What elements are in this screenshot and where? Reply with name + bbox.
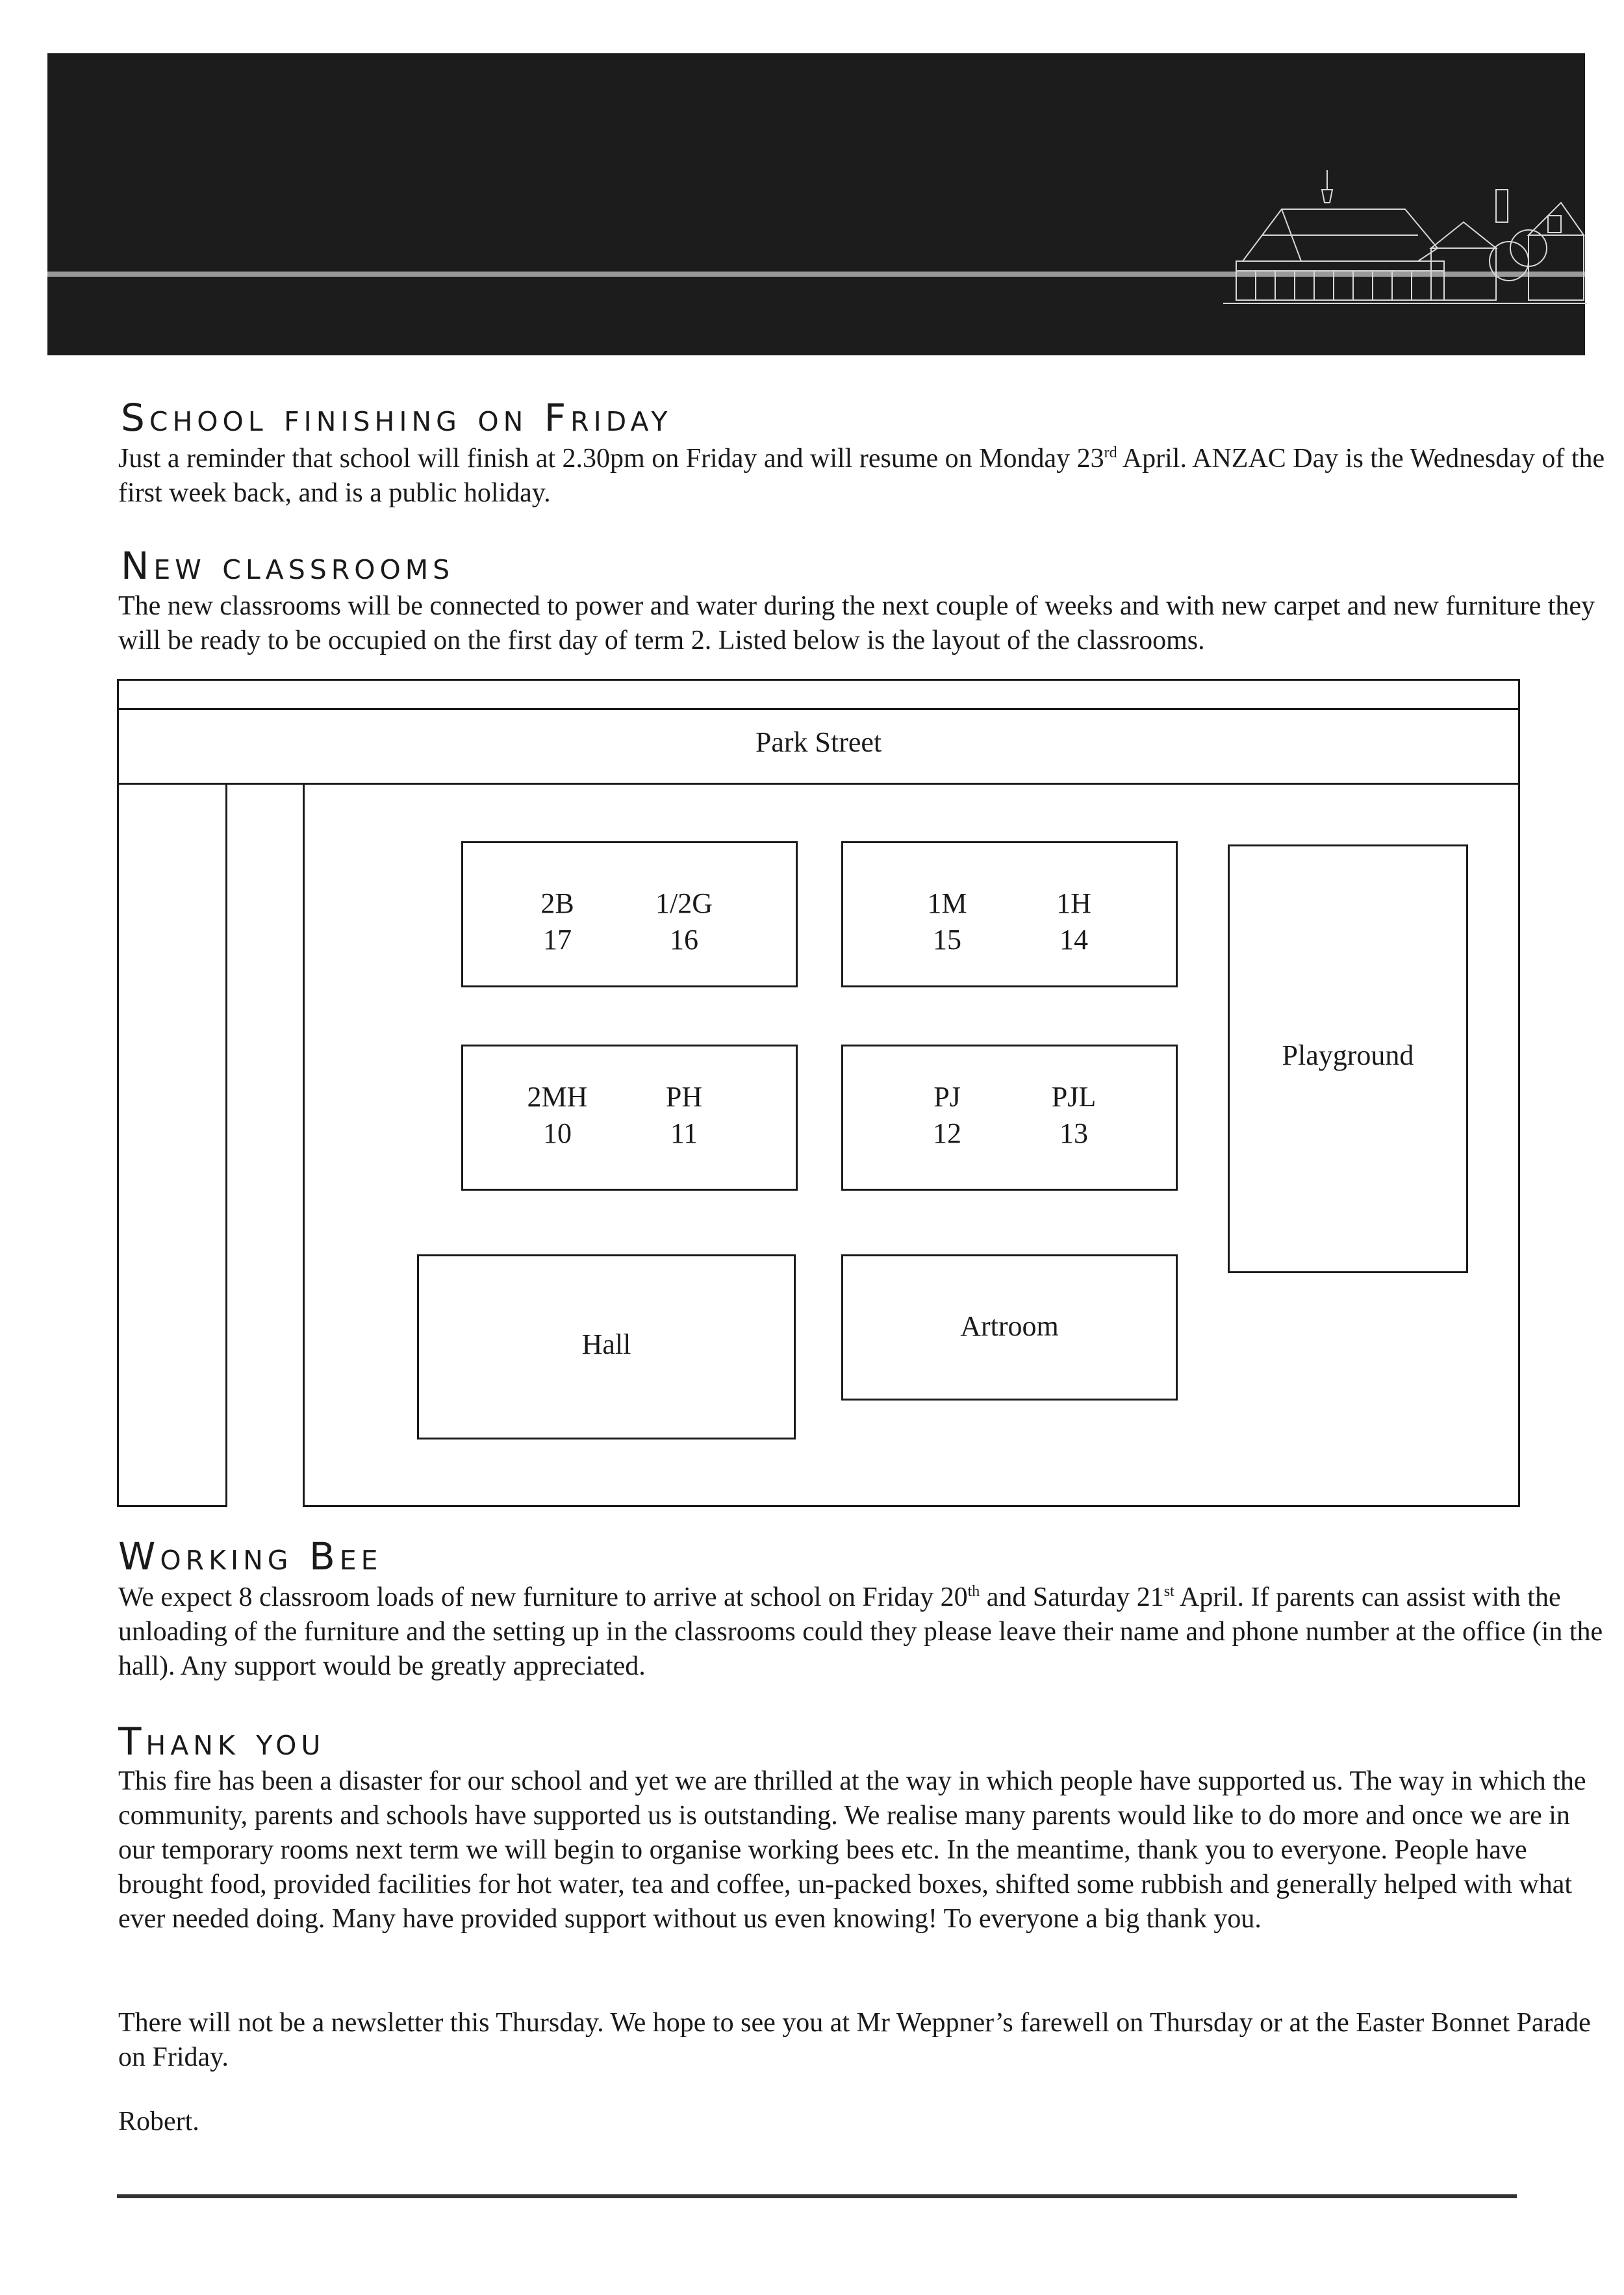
room-number: 12 xyxy=(933,1117,961,1149)
class-label: PJL xyxy=(1051,1081,1097,1113)
room-2mh xyxy=(492,1079,622,1152)
new-classrooms-paragraph: The new classrooms will be connected to power and water during the next couple of weeks and with new carpet and new furniture they will be ready to be occupied on the first day of term 2. Listed below is the layout of the classrooms. xyxy=(118,591,1595,655)
room-2b xyxy=(492,885,622,958)
room-1h xyxy=(1009,885,1139,958)
school-building-illustration xyxy=(1223,164,1587,323)
class-label: PJ xyxy=(933,1081,961,1113)
class-label: 1/2G xyxy=(655,887,713,919)
room-1-2g xyxy=(619,885,749,958)
heading-school-finishing: School finishing on Friday xyxy=(121,396,672,440)
room-pj xyxy=(882,1079,1012,1152)
classroom-block-c xyxy=(461,1045,798,1191)
bottom-rule xyxy=(117,2194,1517,2198)
room-number: 14 xyxy=(1059,924,1088,956)
map-left-lane xyxy=(117,783,227,1507)
hall-label: Hall xyxy=(581,1328,631,1360)
map-top-strip xyxy=(117,679,1520,710)
heading-thank-you: Thank you xyxy=(118,1719,325,1764)
room-number: 11 xyxy=(670,1117,698,1149)
room-number: 13 xyxy=(1059,1117,1088,1149)
closing-paragraph: There will not be a newsletter this Thursday. We hope to see you at Mr Weppner’s farewell on Thursday or at the Easter Bonnet Parade on Friday. xyxy=(118,2008,1591,2072)
classroom-block-a xyxy=(461,841,798,987)
date-suffix: rd xyxy=(1104,444,1117,461)
working-bee-text-2: and Saturday 21 xyxy=(980,1582,1164,1612)
class-label: 1M xyxy=(927,887,967,919)
artroom-building xyxy=(841,1254,1178,1401)
thank-you-paragraph: This fire has been a disaster for our school and yet we are thrilled at the way in which people have supported us. The way in which the community, parents and schools have supported us is outstanding. We realise many parents would like to do more and once we are in our temporary rooms next term we will begin to organise working bees etc. In the meantime, thank you to everyone. People have brought food, provided facilities for hot water, tea and coffee, un-packed boxes, shifted some rubbish and generally helped with what ever needed doing. Many have provided support without us even knowing! To everyone a big thank you. xyxy=(118,1766,1586,1934)
working-bee-text-3: April. If parents can assist with the unloading of the furniture and the setting up in the classrooms could they please leave their name and phone number at the office (in the hall). Any support would be greatly appreciated. xyxy=(118,1582,1603,1681)
room-number: 17 xyxy=(543,924,572,956)
working-bee-paragraph xyxy=(118,1580,1609,1684)
room-1m xyxy=(882,885,1012,958)
playground-label: Playground xyxy=(1282,1039,1414,1071)
signature: Robert. xyxy=(118,2107,199,2137)
school-finishing-paragraph xyxy=(118,442,1609,511)
room-pjl xyxy=(1009,1079,1139,1152)
artroom-label: Artroom xyxy=(960,1310,1059,1342)
heading-working-bee: Working Bee xyxy=(118,1534,383,1579)
playground-area xyxy=(1228,844,1468,1273)
school-finishing-text-start: Just a reminder that school will finish at 2.30pm on Friday and will resume on Monday 23 xyxy=(118,444,1104,474)
classroom-block-d xyxy=(841,1045,1178,1191)
room-number: 16 xyxy=(670,924,698,956)
hall-building xyxy=(417,1254,796,1439)
working-bee-text-1: We expect 8 classroom loads of new furniture to arrive at school on Friday 20 xyxy=(118,1582,968,1612)
class-label: 2MH xyxy=(527,1081,588,1113)
heading-new-classrooms: New classrooms xyxy=(121,544,455,588)
street-label: Park Street xyxy=(755,726,882,758)
school-finishing-text-end: April. ANZAC Day is the Wednesday of the first week back, and is a public holiday. xyxy=(118,444,1605,508)
room-number: 15 xyxy=(933,924,961,956)
masthead-banner xyxy=(47,53,1585,355)
class-label: PH xyxy=(665,1081,703,1113)
classroom-layout-map xyxy=(117,679,1520,1507)
class-label: 2B xyxy=(540,887,574,919)
date-suffix: st xyxy=(1163,1583,1174,1600)
room-ph xyxy=(619,1079,749,1152)
date-suffix: th xyxy=(967,1583,980,1600)
class-label: 1H xyxy=(1056,887,1091,919)
room-number: 10 xyxy=(543,1117,572,1149)
classroom-block-b xyxy=(841,841,1178,987)
